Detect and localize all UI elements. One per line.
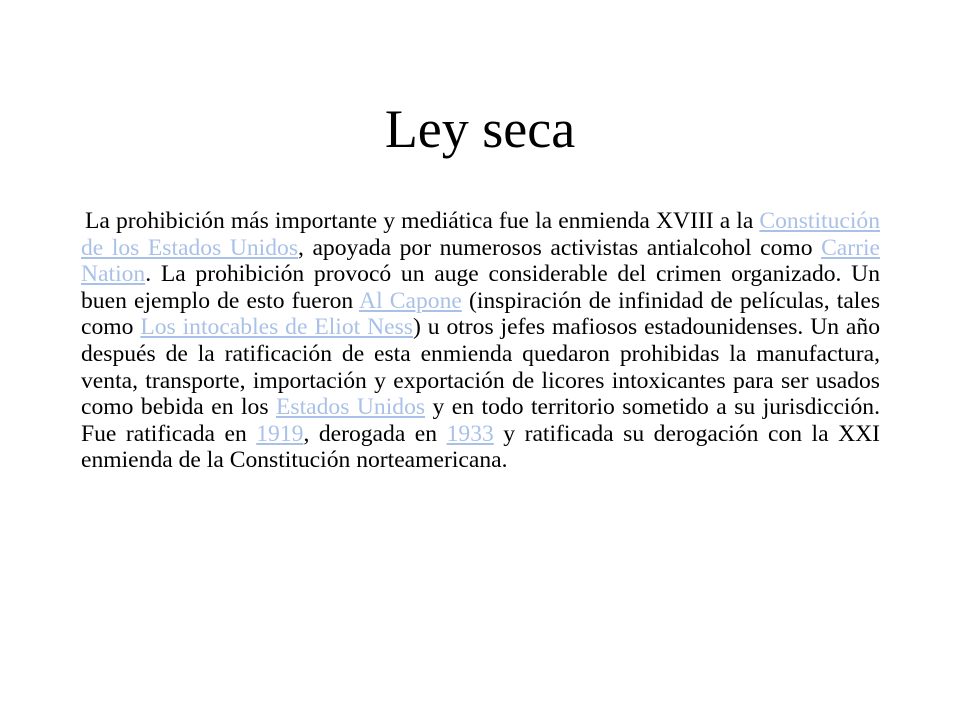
link-carrie-nation[interactable]: Carrie Nation <box>81 234 881 288</box>
paragraph-text: (inspiración de infinidad de películas, tales como <box>81 287 880 341</box>
link-1933[interactable]: 1933 <box>446 420 494 447</box>
slide-title: Ley seca <box>384 99 576 159</box>
link-constitucion[interactable]: Constitución de los Estados Unidos <box>81 208 880 261</box>
link-los-intocables[interactable]: Los intocables de Eliot Ness <box>140 314 413 341</box>
link-estados-unidos[interactable]: Estados Unidos <box>276 394 426 421</box>
body-paragraph <box>81 208 880 474</box>
paragraph-text: , derogada en <box>303 420 447 447</box>
paragraph-text: La prohibición más importante y mediática fue la enmienda XVIII a la <box>85 208 760 234</box>
link-al-capone[interactable]: Al Capone <box>359 287 462 314</box>
paragraph-text: y ratificada su derogación con la XXI enmienda de la Constitución norteamericana. <box>81 420 881 474</box>
paragraph-text: . La prohibición provocó un auge considerable del crimen organizado. Un buen ejemplo de esto fueron <box>81 261 880 314</box>
paragraph-text: , apoyada por numerosos activistas antialcohol como <box>298 234 822 261</box>
paragraph-text: y en todo territorio sometido a su jurisdicción. Fue ratificada en <box>81 394 880 447</box>
paragraph-text: ) u otros jefes mafiosos estadounidenses. Un año después de la ratificación de esta enmienda quedaron prohibidas la manufactura, venta, transporte, importación y exportación de licores intoxicantes para ser usados como bebida en los <box>81 314 880 421</box>
link-1919[interactable]: 1919 <box>256 420 304 447</box>
